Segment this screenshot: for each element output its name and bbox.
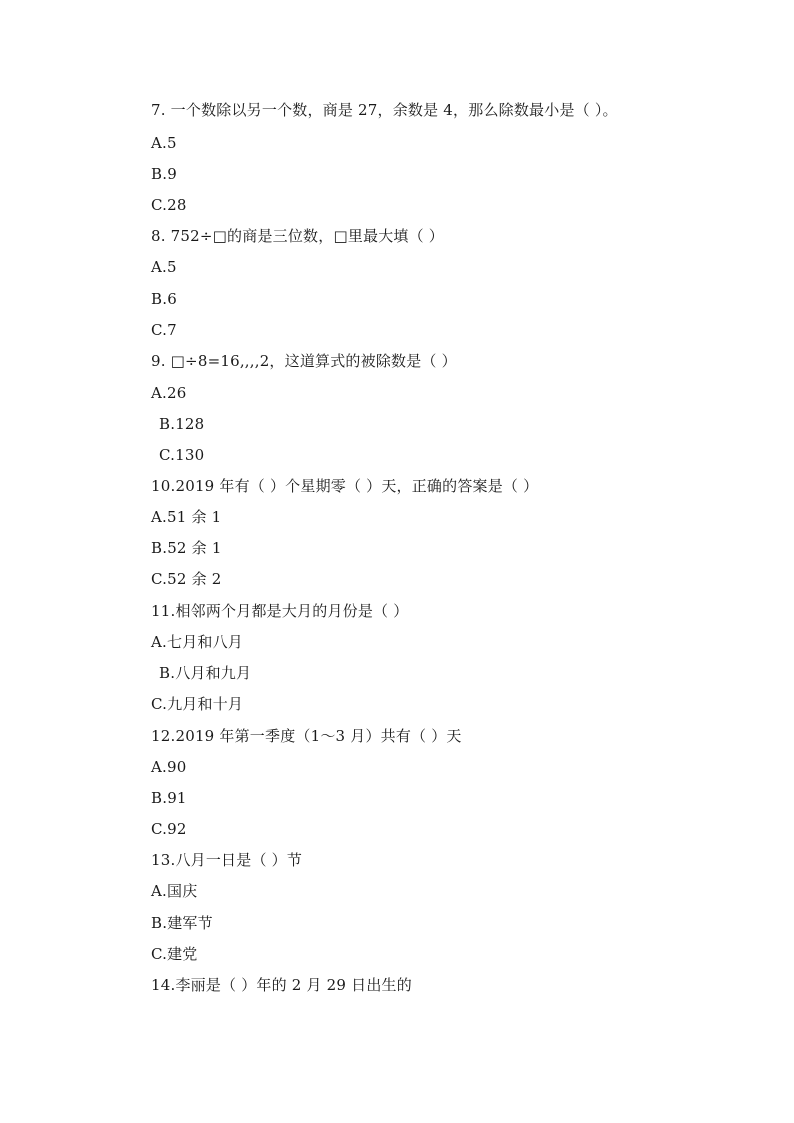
option-12-c: C.92 <box>151 820 187 838</box>
option-13-b: B.建军节 <box>151 914 213 932</box>
question-11: 11.相邻两个月都是大月的月份是（ ） <box>151 602 409 620</box>
option-7-c: C.28 <box>151 196 187 214</box>
question-13: 13.八月一日是（ ）节 <box>151 851 303 869</box>
option-8-a: A.5 <box>151 258 177 276</box>
option-7-b: B.9 <box>151 165 177 183</box>
option-12-a: A.90 <box>151 758 187 776</box>
question-10: 10.2019 年有（ ）个星期零（ ）天，正确的答案是（ ） <box>151 477 539 495</box>
option-8-b: B.6 <box>151 290 177 308</box>
option-13-c: C.建党 <box>151 945 198 963</box>
option-11-a: A.七月和八月 <box>151 633 244 651</box>
option-11-b: B.八月和九月 <box>159 664 252 682</box>
option-13-a: A.国庆 <box>151 882 198 900</box>
option-9-b: B.128 <box>159 415 205 433</box>
option-9-c: C.130 <box>159 446 205 464</box>
question-12: 12.2019 年第一季度（1～3 月）共有（ ）天 <box>151 727 462 745</box>
option-11-c: C.九月和十月 <box>151 695 244 713</box>
option-12-b: B.91 <box>151 789 187 807</box>
option-8-c: C.7 <box>151 321 177 339</box>
question-7: 7. 一个数除以另一个数，商是 27，余数是 4，那么除数最小是（ ）。 <box>151 101 618 119</box>
question-9: 9. □÷8=16,,,,2，这道算式的被除数是（ ） <box>151 352 457 370</box>
option-7-a: A.5 <box>151 134 177 152</box>
option-10-b: B.52 余 1 <box>151 539 222 557</box>
question-8: 8. 752÷□的商是三位数，□里最大填（ ） <box>151 227 444 245</box>
option-10-a: A.51 余 1 <box>151 508 222 526</box>
option-10-c: C.52 余 2 <box>151 570 222 588</box>
question-14: 14.李丽是（ ）年的 2 月 29 日出生的 <box>151 976 412 994</box>
option-9-a: A.26 <box>151 384 187 402</box>
